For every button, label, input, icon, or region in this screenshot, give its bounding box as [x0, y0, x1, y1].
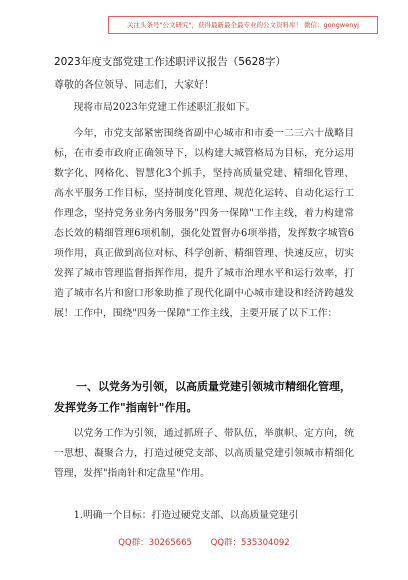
- section-heading-1: 一、以党务为引领，以高质量党建引领城市精细化管理，发挥党务工作"指南针"作用。: [54, 380, 351, 414]
- footer: [0, 536, 408, 548]
- page-title: 2023年度支部党建工作述职评议报告（5628字）: [54, 56, 286, 68]
- footer-qq-group-2: QQ群：535304092: [210, 538, 290, 548]
- promo-banner: 关注头条号"公文研究"，获得最新最全最专业的公文资料库！ 微信：gongwenyj: [108, 16, 378, 34]
- paragraph-section-1: 以党务工作为引领，通过抓班子、带队伍，举旗帜、定方向，统一思想、凝聚合力，打造过硬党支部、以高质量党建引领城市精细化管理，发挥"指南针和定盘星"作用。: [54, 428, 354, 479]
- salutation: 尊敬的各位领导、同志们，大家好！: [54, 80, 214, 91]
- paragraph-main: 今年，市党支部紧密围绕省副中心城市和市委一二三六十战略目标，在市委市政府正确领导下，以构建大城管格局为目标，充分运用数字化、网格化、智慧化3个抓手，坚持高质量党建、精细化管理、高水平服务工作目标，坚持制度化管理、规范化运转、自动化运行工作理念，坚持党务业务内务服务"四务一保障"工作主线，着力构建常态长效的精细管理6项机制，强化处置督办6项举措，发挥数字城管6项作用，真正做到高位对标、科学创新、精细管理、快速反应，切实发挥了城市管理监督指挥作用，提升了城市治理水平和运行效率，打造了城市名片和窗口形象助推了现代化副中心城市建设和经济跨越发展！工作中，围绕"四务一保障"工作主线，主要开展了以下工作：: [54, 128, 354, 319]
- footer-qq-group-1: QQ群：30265665: [118, 538, 192, 548]
- paragraph-intro: 现将市局2023年党建工作述职汇报如下。: [73, 102, 256, 113]
- paragraph-item-1: 1.明确一个目标：打造过硬党支部、以高质量党建引: [73, 510, 299, 521]
